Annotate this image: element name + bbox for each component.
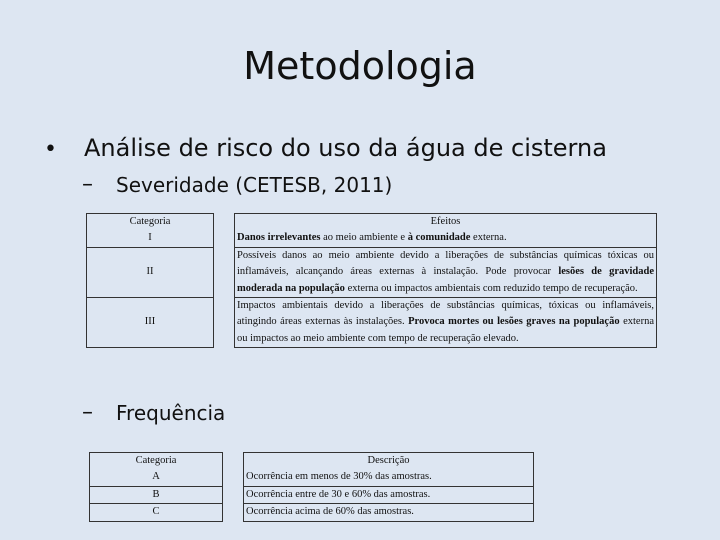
table-row bbox=[87, 214, 657, 248]
category-label: I bbox=[148, 232, 152, 244]
severity-table bbox=[86, 213, 657, 348]
dash-symbol: – bbox=[82, 172, 93, 197]
plain-text: Impactos ambientais devido a liberações de substâncias químicas, tóxicas ou inflamáveis, atingindo áreas externas às instalações. bbox=[237, 300, 654, 328]
table-row bbox=[87, 247, 657, 297]
bold-text: Danos irrelevantes bbox=[237, 232, 321, 244]
effect-text bbox=[235, 247, 657, 297]
frequency-subheading: Frequência bbox=[116, 401, 226, 425]
frequency-table bbox=[89, 452, 534, 522]
bullet-symbol: • bbox=[44, 137, 57, 162]
plain-text: Possíveis danos ao meio ambiente devido a liberações de substâncias químicas tóxicas ou inflamáveis, alcançando áreas externas à instalação. Pode provocar bbox=[237, 249, 654, 278]
bold-text: Provoca mortes ou lesões graves na população bbox=[408, 316, 620, 328]
level1-text: Análise de risco do uso da água de cisterna bbox=[84, 134, 607, 162]
header-categoria: Categoria bbox=[129, 216, 171, 227]
table-row bbox=[90, 504, 534, 521]
plain-text: externa. bbox=[470, 232, 507, 244]
slide-title: Metodologia bbox=[243, 44, 477, 88]
header-categoria: Categoria bbox=[135, 455, 177, 466]
bold-text: lesões de gravidade moderada na população bbox=[237, 266, 654, 294]
description-text: Ocorrência em menos de 30% das amostras. bbox=[246, 471, 432, 483]
table-cell bbox=[235, 214, 657, 248]
table-cell bbox=[90, 453, 223, 487]
category-label: C bbox=[90, 504, 223, 521]
severity-subheading: Severidade (CETESB, 2011) bbox=[116, 173, 393, 197]
category-label: III bbox=[87, 298, 214, 348]
table-cell bbox=[244, 453, 534, 487]
table-row bbox=[87, 298, 657, 348]
table-cell bbox=[87, 214, 214, 248]
category-label: A bbox=[152, 471, 160, 483]
table-row bbox=[90, 453, 534, 487]
dash-symbol: – bbox=[82, 400, 93, 425]
table-row bbox=[90, 486, 534, 503]
description-text: Ocorrência acima de 60% das amostras. bbox=[244, 504, 534, 521]
category-label: B bbox=[90, 486, 223, 503]
plain-text: ao meio ambiente e bbox=[320, 232, 408, 244]
plain-text: externa ou impactos ao meio ambiente com tempo de recuperação elevado. bbox=[237, 316, 654, 344]
header-descricao: Descrição bbox=[367, 455, 410, 466]
category-label: II bbox=[87, 247, 214, 297]
header-efeitos: Efeitos bbox=[430, 216, 461, 227]
bold-text: à comunidade bbox=[407, 232, 471, 244]
effect-text bbox=[237, 230, 654, 246]
plain-text: externa ou impactos ambientais com reduzido tempo de recuperação. bbox=[344, 282, 638, 294]
description-text: Ocorrência entre de 30 e 60% das amostras. bbox=[244, 486, 534, 503]
effect-text bbox=[235, 298, 657, 348]
